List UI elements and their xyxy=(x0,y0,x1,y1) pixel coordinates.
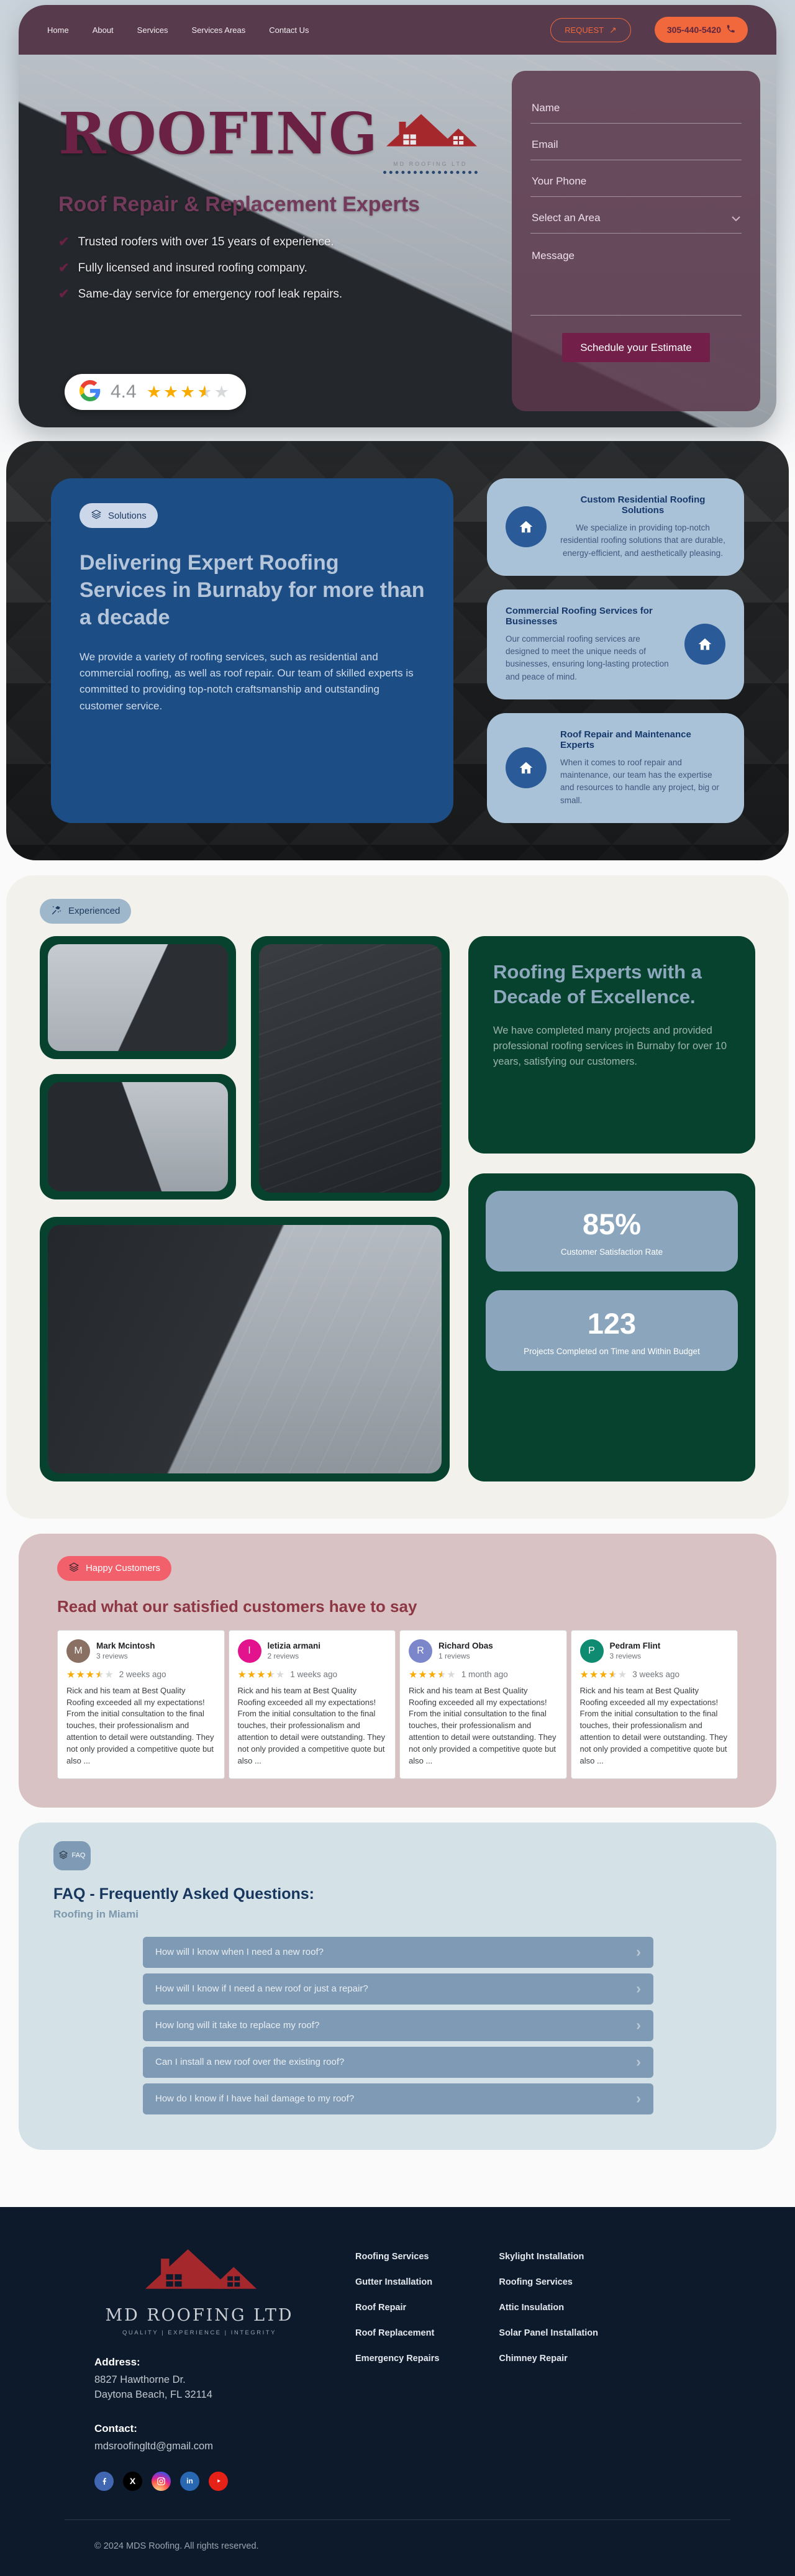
roofing-landing-page xyxy=(0,5,795,2576)
star-icon: ★ xyxy=(66,1669,76,1680)
roof-logo-icon xyxy=(137,2292,261,2303)
rating-stars xyxy=(147,383,231,402)
reviewer-meta xyxy=(610,1641,661,1660)
faq-subheading: Roofing in Miami xyxy=(53,1908,139,1920)
star-empty-icon: ★ xyxy=(275,1669,286,1680)
faq-question[interactable] xyxy=(143,2047,653,2078)
reviewer-name: Mark Mcintosh xyxy=(96,1641,155,1651)
stat-label: Projects Completed on Time and Within Budget xyxy=(524,1346,700,1356)
hero-bullet-text: Fully licensed and insured roofing company. xyxy=(78,261,307,275)
star-half-icon: ★ xyxy=(437,1669,447,1680)
review-card xyxy=(229,1630,396,1779)
star-half-icon: ★ xyxy=(266,1669,276,1680)
checkmark-icon: ✔ xyxy=(58,287,70,301)
solution-card-repair xyxy=(487,713,744,823)
star-empty-icon: ★ xyxy=(617,1669,628,1680)
review-rating-row xyxy=(580,1668,729,1681)
footer-service-link[interactable]: Roof Repair xyxy=(355,2302,407,2313)
star-icon: ★ xyxy=(85,1669,96,1680)
review-rating-row xyxy=(66,1668,216,1681)
footer-service-link[interactable]: Roof Replacement xyxy=(355,2328,435,2338)
review-text: Rick and his team at Best Quality Roofing exceeded all my expectations! From the initial consultation to the final touches, their professionalism and attention to detail were outstanding. They not only provided a competitive quote but also ... xyxy=(409,1685,556,1765)
faq-badge-label: FAQ xyxy=(71,1852,86,1860)
footer-service-link[interactable]: Emergency Repairs xyxy=(355,2353,440,2364)
nav-item-contact-us[interactable]: Contact Us xyxy=(269,25,309,35)
review-header xyxy=(409,1639,558,1663)
checkmark-icon: ✔ xyxy=(58,261,70,275)
review-text: Rick and his team at Best Quality Roofing exceeded all my expectations! From the initial consultation to the final touches, their professionalism and attention to detail were outstanding. They not only provided a competitive quote but also ... xyxy=(237,1685,386,1765)
roof-work-photo xyxy=(48,1082,228,1191)
star-icon: ★ xyxy=(579,1669,589,1680)
gallery-photo-card xyxy=(251,936,450,1201)
star-half-icon: ★ xyxy=(95,1669,105,1680)
reviewer-name: Richard Obas xyxy=(438,1641,493,1651)
name-input[interactable] xyxy=(530,87,742,124)
solution-card-title: Commercial Roofing Services for Businesses xyxy=(506,605,653,627)
faq-question-text: How long will it take to replace my roof? xyxy=(155,2020,320,2031)
faq-section xyxy=(19,1823,776,2150)
address-line: Daytona Beach, FL 32114 xyxy=(94,2389,212,2401)
experience-heading: Roofing Experts with a Decade of Excellence. xyxy=(493,960,702,1008)
house-icon xyxy=(506,747,547,788)
chevron-right-icon: › xyxy=(636,1943,641,1960)
star-icon: ★ xyxy=(257,1669,266,1680)
address-line: 8827 Hawthorne Dr. xyxy=(94,2373,186,2385)
star-empty-icon: ★ xyxy=(214,382,231,401)
chevron-right-icon: › xyxy=(636,2053,641,2070)
reviewer-count: 1 reviews xyxy=(438,1652,470,1661)
footer-service-link[interactable]: Skylight Installation xyxy=(499,2251,584,2262)
faq-question-text: How will I know when I need a new roof? xyxy=(155,1947,324,1958)
review-header xyxy=(580,1639,729,1663)
brand-watermark: MD ROOFING LTD xyxy=(393,161,468,167)
estimate-form xyxy=(512,71,760,411)
footer-service-link[interactable]: Solar Panel Installation xyxy=(499,2328,598,2338)
photo-gallery-column xyxy=(40,936,236,1201)
star-icon: ★ xyxy=(409,1669,419,1680)
solution-card-body xyxy=(560,494,725,560)
address-label: Address: xyxy=(94,2355,140,2368)
hero-photo xyxy=(19,55,776,427)
hero-bullet-list xyxy=(58,234,480,302)
review-stars xyxy=(238,1668,286,1681)
hammer-icon xyxy=(51,904,62,918)
solution-card-text: When it comes to roof repair and maintenance, our team has the expertise and resources to handle any project, big or small. xyxy=(560,757,719,805)
reviewer-count: 2 reviews xyxy=(267,1652,299,1661)
experience-body: We have completed many projects and provided professional roofing services in Burnaby for over 10 years, satisfying our customers. xyxy=(493,1025,727,1067)
phone-input[interactable] xyxy=(530,160,742,197)
solution-card-text: We specialize in providing top-notch residential roofing solutions that are durable, energy-efficient, and aesthetically pleasing. xyxy=(560,523,725,558)
footer-top xyxy=(62,2243,733,2491)
star-icon: ★ xyxy=(599,1669,609,1680)
solutions-badge-label: Solutions xyxy=(108,510,147,521)
faq-badge xyxy=(53,1841,91,1870)
footer-service-link[interactable]: Roofing Services xyxy=(499,2277,573,2287)
reviews-row xyxy=(57,1630,738,1779)
brand-logo xyxy=(58,100,480,174)
experienced-grid xyxy=(40,936,755,1481)
footer-services-column xyxy=(499,2252,598,2491)
experienced-cards xyxy=(468,936,755,1481)
layers-icon xyxy=(91,509,102,522)
solution-card-text: Our commercial roofing services are designed to meet the unique needs of businesses, ensuring long-lasting protection and peace of mind. xyxy=(506,634,669,681)
star-empty-icon: ★ xyxy=(447,1669,457,1680)
solution-card-title: Roof Repair and Maintenance Experts xyxy=(560,729,691,750)
solutions-section xyxy=(6,441,789,860)
star-icon: ★ xyxy=(76,1669,86,1680)
x-twitter-icon[interactable]: X xyxy=(123,2472,142,2491)
footer-logo-block xyxy=(94,2243,304,2336)
footer-service-link[interactable]: Gutter Installation xyxy=(355,2277,433,2287)
rating-score: 4.4 xyxy=(111,381,137,402)
copyright-text: © 2024 MDS Roofing. All rights reserved. xyxy=(94,2541,259,2551)
footer-company-name: MD ROOFING LTD xyxy=(105,2305,294,2325)
hero-bullet xyxy=(58,260,480,276)
star-icon: ★ xyxy=(589,1669,599,1680)
review-time: 1 weeks ago xyxy=(290,1670,338,1680)
area-select-placeholder: Select an Area xyxy=(532,212,601,224)
section-gap xyxy=(0,2150,795,2207)
photo-gallery xyxy=(40,936,450,1481)
experienced-section xyxy=(6,875,789,1519)
review-text: Rick and his team at Best Quality Roofing exceeded all my expectations! From the initial consultation to the final touches, their professionalism and attention to detail were outstanding. They not only provided a competitive quote but also ... xyxy=(579,1685,728,1765)
footer-service-link[interactable]: Roofing Services xyxy=(355,2251,429,2262)
faq-question-text: How will I know if I need a new roof or just a repair? xyxy=(155,1983,368,1995)
footer-service-link[interactable]: Chimney Repair xyxy=(499,2353,568,2364)
checkmark-icon: ✔ xyxy=(58,235,70,249)
review-time: 3 weeks ago xyxy=(632,1670,680,1680)
review-time: 1 month ago xyxy=(461,1670,508,1680)
phone-button-label: 305-440-5420 xyxy=(666,25,721,35)
brand-roof-art xyxy=(381,108,480,174)
review-text: Rick and his team at Best Quality Roofing exceeded all my expectations! From the initial consultation to the final touches, their professionalism and attention to detail were outstanding. They not only provided a competitive quote but also ... xyxy=(66,1685,214,1765)
hero-bullet xyxy=(58,286,480,302)
review-stars xyxy=(580,1668,628,1681)
arrow-up-right-icon: ↗ xyxy=(609,25,617,35)
review-card xyxy=(399,1630,567,1779)
footer-service-link[interactable]: Attic Insulation xyxy=(499,2302,565,2313)
hero-subtitle: Roof Repair & Replacement Experts xyxy=(58,193,420,216)
avatar: l xyxy=(238,1639,261,1663)
message-textarea[interactable] xyxy=(530,234,742,316)
solutions-cards xyxy=(487,478,744,823)
roof-measuring-photo xyxy=(259,944,442,1193)
solutions-body: We provide a variety of roofing services, such as residential and commercial roofing, as well as roof repair. Our team of skilled experts is committed to providing top-notch craftsmanship and outstanding customer service. xyxy=(80,650,414,712)
reviewer-meta xyxy=(268,1641,321,1660)
contact-email[interactable]: mdsroofingltd@gmail.com xyxy=(94,2441,213,2452)
avatar: P xyxy=(580,1639,604,1663)
star-icon: ★ xyxy=(146,382,163,401)
roof-installation-photo xyxy=(48,1225,442,1473)
nav-item-about[interactable]: About xyxy=(92,25,114,35)
gallery-photo-card xyxy=(40,1217,450,1481)
hero-section xyxy=(19,5,776,427)
chevron-right-icon: › xyxy=(636,2016,641,2034)
dotted-divider xyxy=(383,171,478,174)
solution-card-title: Custom Residential Roofing Solutions xyxy=(580,494,706,516)
phone-icon xyxy=(726,24,735,35)
stat-value: 123 xyxy=(587,1306,637,1340)
photo-gallery-row xyxy=(40,936,450,1201)
request-button-label: REQUEST xyxy=(565,25,604,35)
stat-projects xyxy=(486,1290,738,1371)
hero-bullet-text: Trusted roofers with over 15 years of experience. xyxy=(78,235,334,248)
review-stars xyxy=(409,1668,457,1681)
faq-question[interactable] xyxy=(143,2083,653,2114)
star-icon: ★ xyxy=(418,1669,428,1680)
star-half-icon: ★ xyxy=(608,1669,618,1680)
reviewer-count: 3 reviews xyxy=(609,1652,642,1661)
linkedin-icon[interactable]: in xyxy=(180,2472,199,2491)
reviewer-meta xyxy=(438,1641,493,1660)
footer-company-column xyxy=(62,2243,335,2491)
avatar: M xyxy=(66,1639,90,1663)
gallery-photo-card xyxy=(40,936,236,1059)
footer-tagline: QUALITY | EXPERIENCE | INTEGRITY xyxy=(122,2329,276,2336)
solution-card-commercial xyxy=(487,589,744,699)
experienced-badge-label: Experienced xyxy=(68,906,120,917)
contact-label: Contact: xyxy=(94,2423,137,2435)
reviewer-name: letizia armani xyxy=(267,1641,321,1651)
footer xyxy=(0,2207,795,2576)
experienced-badge xyxy=(40,899,131,924)
review-rating-row xyxy=(409,1668,558,1681)
stat-label: Customer Satisfaction Rate xyxy=(560,1247,663,1257)
review-rating-row xyxy=(238,1668,387,1681)
review-header xyxy=(66,1639,216,1663)
star-icon: ★ xyxy=(427,1669,438,1680)
house-icon xyxy=(506,506,547,547)
hero-bullet-text: Same-day service for emergency roof leak repairs. xyxy=(78,287,343,301)
review-time: 2 weeks ago xyxy=(119,1670,166,1680)
google-rating-badge xyxy=(65,374,246,410)
nav-item-home[interactable]: Home xyxy=(47,25,69,35)
footer-services-column xyxy=(355,2252,439,2491)
brand-wordmark: ROOFING xyxy=(58,100,378,167)
roof-work-photo xyxy=(48,944,228,1051)
faq-question-text: Can I install a new roof over the existing roof? xyxy=(155,2057,345,2068)
star-icon: ★ xyxy=(237,1669,247,1680)
review-card xyxy=(571,1630,738,1779)
faq-question-text: How do I know if I have hail damage to my roof? xyxy=(155,2093,355,2105)
reviewer-count: 3 reviews xyxy=(96,1652,128,1661)
chevron-down-icon xyxy=(732,212,740,224)
roof-logo-icon xyxy=(384,108,477,160)
reviews-heading: Read what our satisfied customers have to say xyxy=(57,1596,417,1616)
faq-question[interactable] xyxy=(143,1937,653,1968)
star-icon: ★ xyxy=(180,382,198,401)
happy-customers-badge xyxy=(57,1556,171,1581)
experience-text-card xyxy=(468,936,755,1154)
review-stars xyxy=(66,1668,114,1681)
reviews-section xyxy=(19,1534,776,1808)
solutions-intro-card xyxy=(51,478,453,823)
youtube-icon[interactable] xyxy=(209,2472,228,2491)
solution-card-residential xyxy=(487,478,744,576)
nav-item-services[interactable]: Services xyxy=(137,25,168,35)
layers-icon xyxy=(68,1562,80,1575)
review-card xyxy=(57,1630,225,1779)
star-icon: ★ xyxy=(247,1669,257,1680)
schedule-estimate-button[interactable]: Schedule your Estimate xyxy=(562,333,710,362)
google-icon xyxy=(80,380,101,404)
top-navigation xyxy=(19,5,776,55)
happy-customers-badge-label: Happy Customers xyxy=(86,1563,161,1574)
faq-question[interactable] xyxy=(143,1973,653,2005)
chevron-right-icon: › xyxy=(636,2090,641,2107)
layers-icon xyxy=(58,1850,68,1862)
gallery-photo-card xyxy=(40,1074,236,1199)
solutions-badge xyxy=(80,503,158,528)
email-input[interactable] xyxy=(530,124,742,160)
hero-bullet xyxy=(58,234,480,250)
footer-services xyxy=(335,2243,733,2491)
star-empty-icon: ★ xyxy=(104,1669,114,1680)
star-icon: ★ xyxy=(163,382,181,401)
faq-heading: FAQ - Frequently Asked Questions: xyxy=(53,1885,314,1903)
social-links xyxy=(94,2472,335,2491)
stat-satisfaction xyxy=(486,1191,738,1272)
house-icon xyxy=(684,624,725,665)
request-button[interactable] xyxy=(550,18,631,42)
area-select[interactable] xyxy=(530,197,742,234)
stat-value: 85% xyxy=(582,1207,642,1240)
review-header xyxy=(238,1639,387,1663)
nav-item-services-areas[interactable]: Services Areas xyxy=(191,25,246,35)
stats-card xyxy=(468,1173,755,1481)
solution-card-body xyxy=(560,729,725,807)
solution-card-body xyxy=(506,606,671,683)
solutions-heading: Delivering Expert Roofing Services in Burnaby for more than a decade xyxy=(80,551,425,630)
faq-list xyxy=(143,1937,653,2114)
facebook-icon[interactable] xyxy=(94,2472,114,2491)
faq-question[interactable] xyxy=(143,2010,653,2041)
reviewer-name: Pedram Flint xyxy=(609,1641,661,1651)
phone-button[interactable] xyxy=(655,17,748,43)
star-half-icon: ★ xyxy=(197,382,214,401)
instagram-icon[interactable] xyxy=(152,2472,171,2491)
hero-content xyxy=(58,100,480,312)
chevron-right-icon: › xyxy=(636,1980,641,1997)
reviewer-meta xyxy=(96,1641,155,1660)
avatar: R xyxy=(409,1639,432,1663)
footer-divider xyxy=(65,2519,730,2520)
